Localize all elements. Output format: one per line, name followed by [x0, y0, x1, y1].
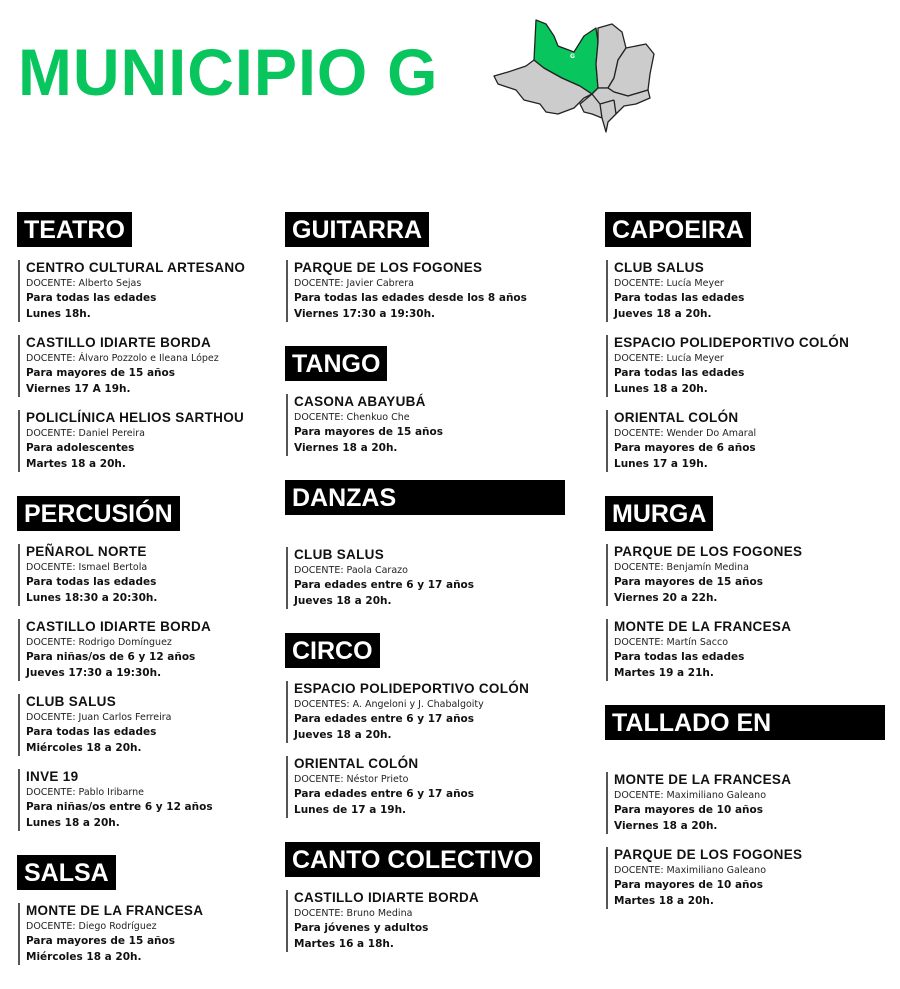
teacher: DOCENTE: Rodrigo Domínguez — [26, 637, 172, 648]
activity-section — [285, 212, 565, 322]
schedule: Lunes 18 a 20h. — [614, 382, 708, 395]
schedule: Miércoles 18 a 20h. — [26, 950, 142, 963]
teacher: DOCENTE: Ismael Bertola — [26, 562, 148, 573]
venue-entry — [606, 619, 885, 681]
schedule: Jueves 18 a 20h. — [614, 307, 712, 320]
venue-entry — [286, 681, 565, 743]
audience: Para mayores de 10 años — [614, 804, 763, 816]
section-heading: CAPOEIRA — [605, 212, 751, 247]
entries-list — [285, 890, 565, 952]
venue-entry — [18, 260, 297, 322]
activity-section — [605, 212, 885, 472]
audience: Para todas las edades — [26, 292, 157, 304]
activity-section — [285, 633, 565, 818]
municipality-map — [488, 14, 664, 134]
teacher: DOCENTES: A. Angeloni y J. Chabalgoity — [294, 699, 484, 710]
entries-list — [605, 260, 885, 472]
schedule: Jueves 17:30 a 19:30h. — [26, 666, 162, 679]
venue-name: ESPACIO POLIDEPORTIVO COLÓN — [294, 681, 530, 696]
audience: Para todas las edades — [614, 651, 745, 663]
venue-name: MONTE DE LA FRANCESA — [614, 619, 792, 634]
venue-entry — [18, 544, 297, 606]
column-2 — [285, 212, 565, 976]
audience: Para niñas/os entre 6 y 12 años — [26, 801, 213, 813]
activity-section — [17, 496, 297, 831]
schedule: Viernes 20 a 22h. — [614, 591, 718, 604]
venue-entry — [286, 756, 565, 818]
section-heading: DANZAS POPULARES — [285, 480, 565, 515]
activity-section — [605, 496, 885, 681]
audience: Para edades entre 6 y 17 años — [294, 579, 475, 591]
schedule: Martes 19 a 21h. — [614, 666, 714, 679]
venue-entry — [286, 394, 565, 456]
audience: Para todas las edades — [26, 576, 157, 588]
venue-name: PARQUE DE LOS FOGONES — [614, 544, 803, 559]
entries-list — [285, 681, 565, 818]
entries-list — [285, 260, 565, 322]
column-1 — [17, 212, 297, 989]
activity-section — [285, 346, 565, 456]
venue-entry — [606, 544, 885, 606]
venue-entry — [286, 890, 565, 952]
teacher: DOCENTE: Maximiliano Galeano — [614, 865, 767, 876]
section-heading: GUITARRA — [285, 212, 429, 247]
teacher: DOCENTE: Benjamín Medina — [614, 562, 749, 573]
teacher: DOCENTE: Bruno Medina — [294, 908, 413, 919]
teacher: DOCENTE: Lucía Meyer — [614, 278, 724, 289]
audience: Para adolescentes — [26, 442, 135, 454]
activity-section — [285, 842, 565, 952]
activity-section — [17, 212, 297, 472]
entries-list — [605, 772, 885, 909]
venue-entry — [18, 903, 297, 965]
venue-name: CASTILLO IDIARTE BORDA — [26, 619, 212, 634]
teacher: DOCENTE: Daniel Pereira — [26, 428, 146, 439]
venue-entry — [18, 694, 297, 756]
venue-name: CLUB SALUS — [26, 694, 116, 709]
venue-name: CASONA ABAYUBÁ — [294, 394, 426, 409]
audience: Para todas las edades desde los 8 años — [294, 292, 527, 304]
venue-name: CASTILLO IDIARTE BORDA — [26, 335, 212, 350]
schedule: Viernes 18 a 20h. — [294, 441, 398, 454]
teacher: DOCENTE: Alberto Sejas — [26, 278, 142, 289]
section-heading: SALSA — [17, 855, 116, 890]
activity-section — [605, 705, 885, 909]
entries-list — [17, 903, 297, 965]
teacher: DOCENTE: Néstor Prieto — [294, 774, 409, 785]
audience: Para mayores de 15 años — [294, 426, 443, 438]
teacher: DOCENTE: Juan Carlos Ferreira — [26, 712, 172, 723]
venue-name: PARQUE DE LOS FOGONES — [294, 260, 483, 275]
venue-entry — [606, 772, 885, 834]
venue-name: ESPACIO POLIDEPORTIVO COLÓN — [614, 335, 850, 350]
schedule: Lunes de 17 a 19h. — [294, 803, 407, 816]
teacher: DOCENTE: Pablo Iribarne — [26, 787, 144, 798]
schedule: Lunes 18h. — [26, 307, 91, 320]
venue-name: PEÑAROL NORTE — [26, 544, 147, 559]
activity-section — [285, 480, 565, 609]
venue-entry — [606, 847, 885, 909]
section-heading: TALLADO EN MADERA — [605, 705, 885, 740]
audience: Para mayores de 6 años — [614, 442, 756, 454]
audience: Para todas las edades — [614, 367, 745, 379]
venue-entry — [18, 769, 297, 831]
teacher: DOCENTE: Lucía Meyer — [614, 353, 724, 364]
section-heading: CIRCO — [285, 633, 380, 668]
audience: Para niñas/os de 6 y 12 años — [26, 651, 196, 663]
venue-name: MONTE DE LA FRANCESA — [26, 903, 204, 918]
section-heading: CANTO COLECTIVO — [285, 842, 540, 877]
teacher: DOCENTE: Javier Cabrera — [294, 278, 414, 289]
schedule: Miércoles 18 a 20h. — [26, 741, 142, 754]
teacher: DOCENTE: Martín Sacco — [614, 637, 728, 648]
teacher: DOCENTE: Paola Carazo — [294, 565, 408, 576]
schedule: Lunes 18:30 a 20:30h. — [26, 591, 158, 604]
venue-entry — [286, 547, 565, 609]
teacher: DOCENTE: Wender Do Amaral — [614, 428, 757, 439]
map-label: G — [570, 53, 575, 60]
venue-name: CLUB SALUS — [614, 260, 704, 275]
page-title: MUNICIPIO G — [18, 35, 439, 109]
entries-list — [285, 394, 565, 456]
venue-entry — [286, 260, 565, 322]
venue-name: CASTILLO IDIARTE BORDA — [294, 890, 480, 905]
schedule: Lunes 18 a 20h. — [26, 816, 120, 829]
schedule: Viernes 17:30 a 19:30h. — [294, 307, 436, 320]
audience: Para jóvenes y adultos — [294, 922, 429, 934]
venue-name: PARQUE DE LOS FOGONES — [614, 847, 803, 862]
venue-entry — [606, 335, 885, 397]
venue-name: ORIENTAL COLÓN — [294, 756, 419, 771]
entries-list — [17, 544, 297, 831]
audience: Para edades entre 6 y 17 años — [294, 713, 475, 725]
venue-name: ORIENTAL COLÓN — [614, 410, 739, 425]
schedule: Martes 16 a 18h. — [294, 937, 394, 950]
entries-list — [605, 544, 885, 681]
audience: Para mayores de 15 años — [614, 576, 763, 588]
schedule: Viernes 17 A 19h. — [26, 382, 131, 395]
audience: Para todas las edades — [614, 292, 745, 304]
audience: Para todas las edades — [26, 726, 157, 738]
section-heading: MURGA — [605, 496, 713, 531]
audience: Para edades entre 6 y 17 años — [294, 788, 475, 800]
venue-entry — [18, 619, 297, 681]
schedule: Jueves 18 a 20h. — [294, 594, 392, 607]
venue-name: INVE 19 — [26, 769, 79, 784]
venue-name: MONTE DE LA FRANCESA — [614, 772, 792, 787]
schedule: Martes 18 a 20h. — [614, 894, 714, 907]
schedule: Lunes 17 a 19h. — [614, 457, 708, 470]
venue-name: CENTRO CULTURAL ARTESANO — [26, 260, 246, 275]
schedule: Martes 18 a 20h. — [26, 457, 126, 470]
teacher: DOCENTE: Maximiliano Galeano — [614, 790, 767, 801]
venue-entry — [18, 335, 297, 397]
section-heading: TEATRO — [17, 212, 132, 247]
section-heading: TANGO — [285, 346, 387, 381]
venue-entry — [606, 260, 885, 322]
schedule: Viernes 18 a 20h. — [614, 819, 718, 832]
entries-list — [17, 260, 297, 472]
column-3 — [605, 212, 885, 933]
teacher: DOCENTE: Álvaro Pozzolo e Ileana López — [26, 353, 219, 364]
venue-name: CLUB SALUS — [294, 547, 384, 562]
section-heading: PERCUSIÓN — [17, 496, 180, 531]
audience: Para mayores de 10 años — [614, 879, 763, 891]
teacher: DOCENTE: Diego Rodríguez — [26, 921, 157, 932]
teacher: DOCENTE: Chenkuo Che — [294, 412, 410, 423]
audience: Para mayores de 15 años — [26, 367, 175, 379]
schedule: Jueves 18 a 20h. — [294, 728, 392, 741]
venue-entry — [606, 410, 885, 472]
venue-entry — [18, 410, 297, 472]
venue-name: POLICLÍNICA HELIOS SARTHOU — [26, 410, 245, 425]
audience: Para mayores de 15 años — [26, 935, 175, 947]
entries-list — [285, 547, 565, 609]
activity-section — [17, 855, 297, 965]
